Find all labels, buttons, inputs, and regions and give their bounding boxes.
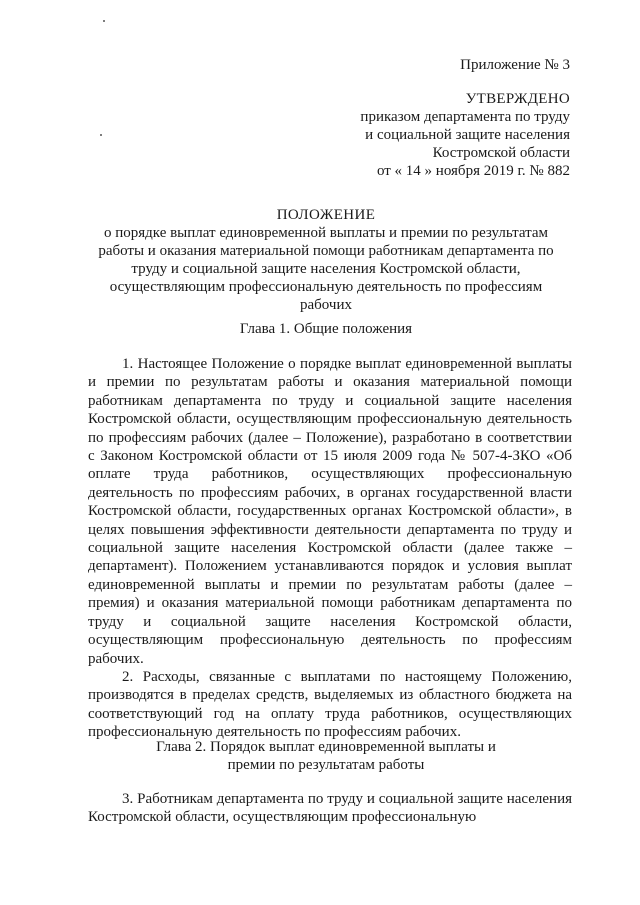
chapter-2-heading-line: Глава 2. Порядок выплат единовременной выплаты и (156, 739, 496, 755)
chapter-1-heading: Глава 1. Общие положения (239, 321, 413, 337)
scan-speck (103, 20, 105, 22)
approval-block (360, 90, 570, 180)
paragraph: 3. Работникам департамента по труду и социальной защите населения Костромской области, осуществляющим профессиональную (88, 791, 572, 826)
document-title (80, 206, 572, 314)
paragraph: 2. Расходы, связанные с выплатами по настоящему Положению, производятся в пределах средств, выделяемых из областного бюджета на соответствующий год на оплату труда работников, осуществляющих профессиональную деятельность по профессиям рабочих. (88, 668, 572, 741)
chapter-2-body (88, 790, 572, 827)
document-title-line: о порядке выплат единовременной выплаты и премии по результатам (103, 225, 549, 241)
document-title-main: ПОЛОЖЕНИЕ (276, 207, 376, 223)
document-title-line: работы и оказания материальной помощи работникам департамента по (98, 243, 554, 259)
approval-line: приказом департамента по труду (360, 109, 570, 125)
document-title-line: осуществляющим профессиональную деятельность по профессиям (109, 279, 543, 295)
chapter-1-body (88, 355, 572, 742)
paragraph: 1. Настоящее Положение о порядке выплат единовременной выплаты и премии по результатам работы и оказания материальной помощи работникам департамента по труду и социальной защите населения Костромской области, осуществляющим профессиональную деятельность по профессиям рабочих (далее – Положение), разработано в соответствии с Законом Костромской области от 15 июля 2009 года № 507-4-ЗКО «Об оплате труда работников, осуществляющих профессиональную деятельность по профессиям рабочих, в органах государственной власти Костромской области, государственных органах Костромской области», в целях повышения эффективности деятельности департамента по труду и социальной защите населения Костромской области (далее также – департамент). Положением устанавливаются порядок и условия выплат единовременной выплаты и премии по результатам работы (далее – премия) и оказания материальной помощи работникам департамента по труду и социальной защите населения Костромской области, осуществляющим профессиональную деятельность по профессиям рабочих. (88, 356, 572, 667)
appendix-label: Приложение № 3 (460, 57, 570, 73)
chapter-2-heading-line: премии по результатам работы (227, 757, 425, 773)
scan-speck (100, 134, 102, 136)
document-title-line: рабочих (300, 297, 352, 313)
approval-title: УТВЕРЖДЕНО (465, 91, 570, 107)
document-title-line: труду и социальной защите населения Костромской области, (131, 261, 521, 277)
approval-line: Костромской области (432, 145, 570, 161)
approval-line: и социальной защите населения (365, 127, 570, 143)
approval-date: от « 14 » ноября 2019 г. № 882 (376, 163, 570, 179)
chapter-2-heading (80, 738, 572, 774)
